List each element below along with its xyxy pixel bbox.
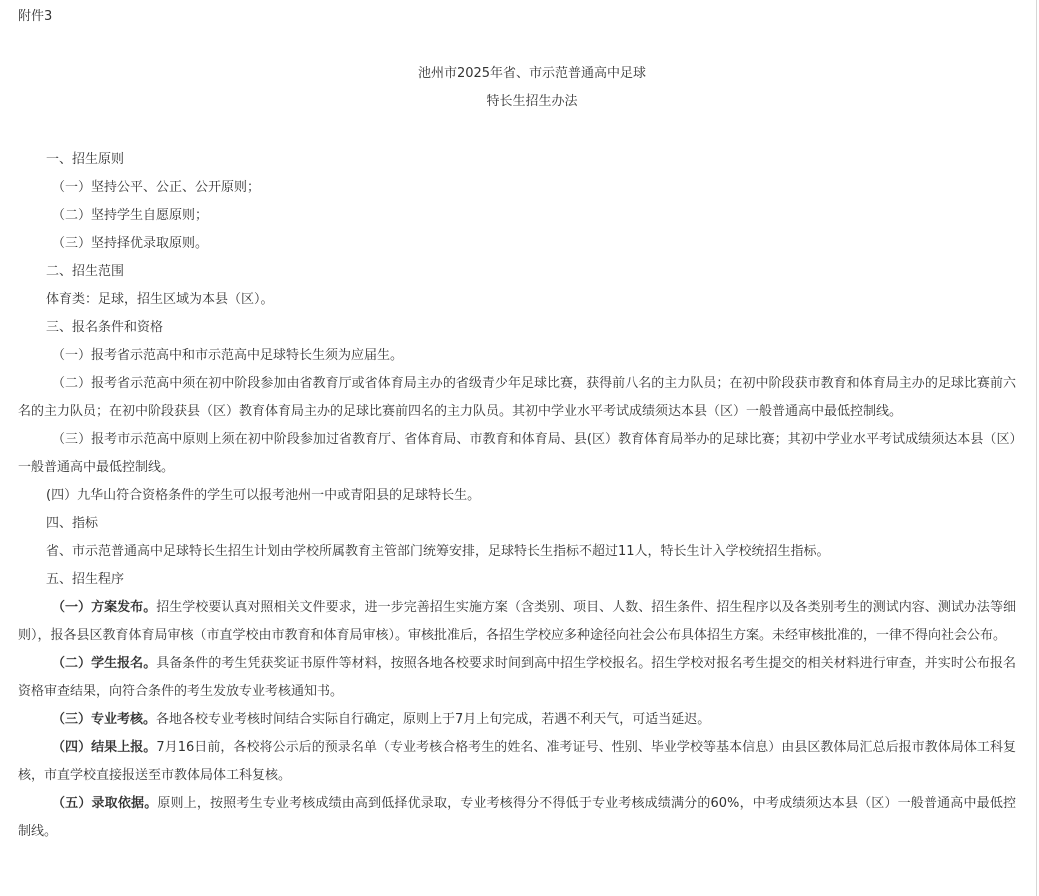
document-body (18, 146, 1016, 846)
procedure-item-3 (18, 706, 1016, 734)
eligibility-item-4: (四）九华山符合资格条件的学生可以报考池州一中或青阳县的足球特长生。 (46, 488, 481, 503)
attachment-label: 附件3 (18, 9, 53, 24)
procedure-item-5 (18, 790, 1016, 846)
principle-item-1: （一）坚持公平、公正、公开原则； (52, 180, 261, 195)
section-heading-procedure: 五、招生程序 (46, 572, 125, 587)
procedure-item-4-heading: （四）结果上报。 (52, 740, 157, 755)
procedure-item-4-text: 7月16日前，各校将公示后的预录名单（专业考核合格考生的姓名、准考证号、性别、毕业学校等基本信息）由县区教体局汇总后报市教体局体工科复核，市直学校直接报送至市教体局体工科复核。 (18, 740, 1016, 783)
procedure-item-2 (18, 650, 1016, 706)
document-title-line-2: 特长生招生办法 (486, 94, 578, 109)
section-heading-scope: 二、招生范围 (46, 264, 125, 279)
procedure-item-1-heading: （一）方案发布。 (52, 600, 157, 615)
quota-text: 省、市示范普通高中足球特长生招生计划由学校所属教育主管部门统筹安排，足球特长生指标不超过11人，特长生计入学校统招生指标。 (46, 544, 830, 559)
principle-item-2: （二）坚持学生自愿原则； (52, 208, 209, 223)
section-heading-quota: 四、指标 (46, 516, 99, 531)
procedure-item-4 (18, 734, 1016, 790)
procedure-item-2-text: 具备条件的考生凭获奖证书原件等材料，按照各地各校要求时间到高中招生学校报名。招生学校对报名考生提交的相关材料进行审查，并实时公布报名资格审查结果，向符合条件的考生发放专业考核通知书。 (18, 656, 1016, 699)
procedure-item-3-heading: （三）专业考核。 (52, 712, 157, 727)
document-title-line-1: 池州市2025年省、市示范普通高中足球 (417, 66, 647, 81)
eligibility-item-2: （二）报考省示范高中须在初中阶段参加由省教育厅或省体育局主办的省级青少年足球比赛，获得前八名的主力队员；在初中阶段获市教育和体育局主办的足球比赛前六名的主力队员；在初中阶段获县（区）教育体育局主办的足球比赛前四名的主力队员。其初中学业水平考试成绩须达本县（区）一般普通高中最低控制线。 (18, 376, 1016, 419)
procedure-item-1-text: 招生学校要认真对照相关文件要求，进一步完善招生实施方案（含类别、项目、人数、招生条件、招生程序以及各类别考生的测试内容、测试办法等细则），报各县区教育体育局审核（市直学校由市教育和体育局审核）。审核批准后，各招生学校应多种途径向社会公布具体招生方案。未经审核批准的，一律不得向社会公布。 (18, 600, 1016, 643)
section-heading-principles: 一、招生原则 (46, 152, 125, 167)
eligibility-item-3: （三）报考市示范高中原则上须在初中阶段参加过省教育厅、省体育局、市教育和体育局、县(区）教育体育局举办的足球比赛；其初中学业水平考试成绩须达本县（区）一般普通高中最低控制线。 (18, 432, 1016, 475)
procedure-item-5-text: 原则上，按照考生专业考核成绩由高到低择优录取，专业考核得分不得低于专业考核成绩满分的60%，中考成绩须达本县（区）一般普通高中最低控制线。 (18, 796, 1016, 839)
scope-text: 体育类：足球，招生区域为本县（区）。 (46, 292, 274, 307)
page-right-border (1036, 0, 1037, 896)
procedure-item-1 (18, 594, 1016, 650)
section-heading-eligibility: 三、报名条件和资格 (46, 320, 164, 335)
procedure-item-2-heading: （二）学生报名。 (52, 656, 157, 671)
procedure-item-3-text: 各地各校专业考核时间结合实际自行确定，原则上于7月上旬完成，若遇不利天气，可适当延迟。 (156, 712, 711, 727)
procedure-item-5-heading: （五）录取依据。 (52, 796, 158, 811)
principle-item-3: （三）坚持择优录取原则。 (52, 236, 209, 251)
eligibility-item-1: （一）报考省示范高中和市示范高中足球特长生须为应届生。 (52, 348, 404, 363)
